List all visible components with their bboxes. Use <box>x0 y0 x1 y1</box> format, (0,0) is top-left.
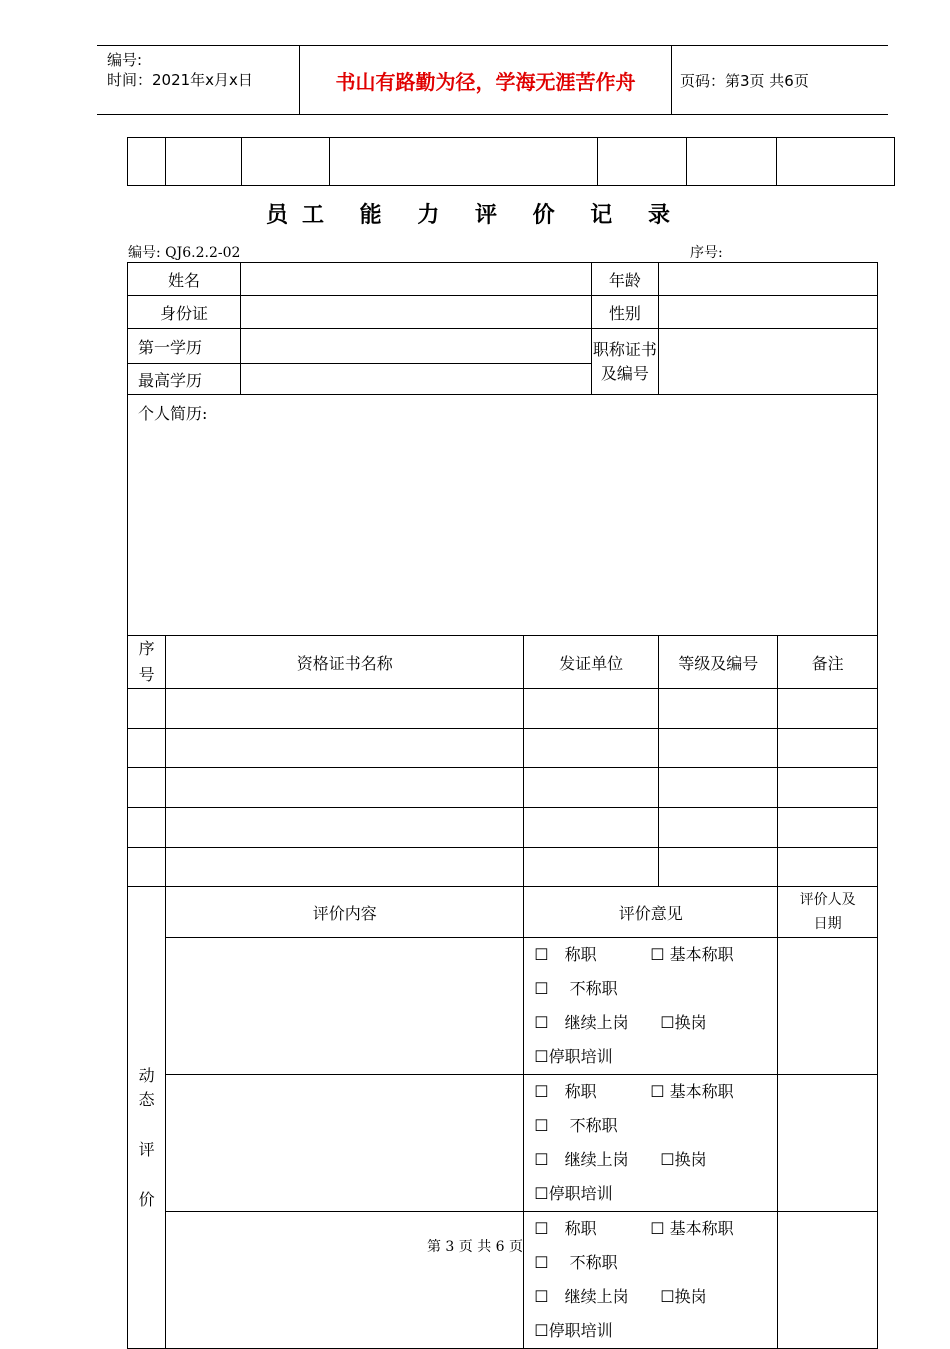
option-competent[interactable]: ☐ 称职 <box>534 1219 597 1238</box>
cert-name-header: 资格证书名称 <box>166 636 524 689</box>
table-row <box>128 689 878 729</box>
fragment-cell <box>242 138 330 186</box>
cert-seq-cell[interactable] <box>128 689 166 729</box>
cert-name-cell[interactable] <box>166 689 524 729</box>
evaluation-options <box>524 1075 778 1212</box>
title-certificate-field[interactable] <box>659 329 878 395</box>
cert-issuer-cell[interactable] <box>524 768 659 808</box>
cert-grade-cell[interactable] <box>659 848 778 887</box>
option-basic-competent[interactable]: ☐ 基本称职 <box>650 1082 734 1101</box>
side-label-char: 态 <box>138 1089 155 1109</box>
fragment-cell <box>598 138 687 186</box>
form-serial-label: 序号: <box>690 245 723 261</box>
cert-remark-cell[interactable] <box>778 689 878 729</box>
evaluation-opinion-header: 评价意见 <box>524 887 778 938</box>
cert-remark-cell[interactable] <box>778 729 878 768</box>
fragment-cell <box>166 138 242 186</box>
cert-remark-header: 备注 <box>778 636 878 689</box>
age-label: 年龄 <box>591 263 658 296</box>
cert-issuer-header: 发证单位 <box>524 636 659 689</box>
option-suspend-training[interactable]: ☐停职培训 <box>534 1184 613 1203</box>
form-doc-number: 编号: QJ6.2.2-02 <box>128 245 241 261</box>
option-continue-post[interactable]: ☐ 继续上岗 <box>534 1150 629 1169</box>
evaluation-options <box>524 1212 778 1349</box>
cert-seq-header-line2: 号 <box>138 665 155 684</box>
resume-label: 个人简历: <box>138 404 208 423</box>
cert-issuer-cell[interactable] <box>524 848 659 887</box>
id-card-field[interactable] <box>241 296 592 329</box>
header-divider <box>671 46 672 114</box>
cert-grade-cell[interactable] <box>659 808 778 848</box>
cert-issuer-cell[interactable] <box>524 729 659 768</box>
side-label-char: 价 <box>138 1189 155 1209</box>
evaluator-date-cell[interactable] <box>778 938 878 1075</box>
evaluator-date-header-line1: 评价人及 <box>799 892 856 908</box>
option-incompetent[interactable]: ☐ 不称职 <box>534 1253 618 1272</box>
cert-grade-cell[interactable] <box>659 729 778 768</box>
cert-grade-cell[interactable] <box>659 768 778 808</box>
evaluation-row <box>128 938 878 1075</box>
evaluator-date-header-line2: 日期 <box>813 916 842 932</box>
option-competent[interactable]: ☐ 称职 <box>534 945 597 964</box>
header-meta <box>107 50 253 90</box>
evaluator-date-cell[interactable] <box>778 1212 878 1349</box>
side-label-char: 评 <box>138 1139 155 1159</box>
cert-issuer-cell[interactable] <box>524 689 659 729</box>
side-label-char: 动 <box>138 1065 155 1085</box>
cert-grade-header: 等级及编号 <box>659 636 778 689</box>
page-header <box>97 45 888 115</box>
cert-remark-cell[interactable] <box>778 808 878 848</box>
cert-issuer-cell[interactable] <box>524 808 659 848</box>
header-time: 时间：2021年x月x日 <box>107 71 253 89</box>
fragment-cell <box>128 138 166 186</box>
option-incompetent[interactable]: ☐ 不称职 <box>534 979 618 998</box>
cert-remark-cell[interactable] <box>778 768 878 808</box>
evaluation-row <box>128 1212 878 1349</box>
evaluation-form-table <box>127 262 878 1349</box>
option-incompetent[interactable]: ☐ 不称职 <box>534 1116 618 1135</box>
evaluator-date-header <box>778 887 878 938</box>
name-label: 姓名 <box>128 263 241 296</box>
option-transfer[interactable]: ☐换岗 <box>660 1287 707 1306</box>
option-transfer[interactable]: ☐换岗 <box>660 1013 707 1032</box>
dynamic-evaluation-side-label <box>128 887 166 1349</box>
cert-name-cell[interactable] <box>166 808 524 848</box>
option-suspend-training[interactable]: ☐停职培训 <box>534 1047 613 1066</box>
previous-table-fragment <box>127 137 895 186</box>
cert-seq-cell[interactable] <box>128 768 166 808</box>
evaluation-content-cell[interactable] <box>166 938 524 1075</box>
cert-seq-header-line1: 序 <box>138 639 155 658</box>
id-card-label: 身份证 <box>128 296 241 329</box>
fragment-cell <box>330 138 598 186</box>
gender-label: 性别 <box>591 296 658 329</box>
cert-seq-cell[interactable] <box>128 808 166 848</box>
table-row <box>128 768 878 808</box>
header-doc-number: 编号: <box>107 51 143 69</box>
evaluation-content-header: 评价内容 <box>166 887 524 938</box>
evaluation-content-cell[interactable] <box>166 1212 524 1349</box>
table-row <box>128 848 878 887</box>
title-certificate-label-line2: 及编号 <box>600 363 649 383</box>
cert-name-cell[interactable] <box>166 768 524 808</box>
option-competent[interactable]: ☐ 称职 <box>534 1082 597 1101</box>
option-basic-competent[interactable]: ☐ 基本称职 <box>650 945 734 964</box>
table-row <box>128 808 878 848</box>
first-education-label: 第一学历 <box>128 329 241 364</box>
resume-section[interactable] <box>128 395 878 636</box>
evaluation-options <box>524 938 778 1075</box>
gender-field[interactable] <box>659 296 878 329</box>
cert-seq-cell[interactable] <box>128 848 166 887</box>
option-continue-post[interactable]: ☐ 继续上岗 <box>534 1287 629 1306</box>
evaluator-date-cell[interactable] <box>778 1075 878 1212</box>
highest-education-label: 最高学历 <box>128 364 241 395</box>
option-transfer[interactable]: ☐换岗 <box>660 1150 707 1169</box>
cert-seq-cell[interactable] <box>128 729 166 768</box>
first-education-field[interactable] <box>241 329 592 364</box>
name-field[interactable] <box>241 263 592 296</box>
title-certificate-label <box>591 329 658 395</box>
cert-remark-cell[interactable] <box>778 848 878 887</box>
table-row <box>128 729 878 768</box>
cert-name-cell[interactable] <box>166 729 524 768</box>
title-certificate-label-line1: 职称证书 <box>592 339 657 359</box>
highest-education-field[interactable] <box>241 364 592 395</box>
cert-seq-header <box>128 636 166 689</box>
cert-grade-cell[interactable] <box>659 689 778 729</box>
option-basic-competent[interactable]: ☐ 基本称职 <box>650 1219 734 1238</box>
page-footer: 第 3 页 共 6 页 <box>426 1239 524 1255</box>
cert-name-cell[interactable] <box>166 848 524 887</box>
option-suspend-training[interactable]: ☐停职培训 <box>534 1321 613 1340</box>
evaluation-row <box>128 1075 878 1212</box>
fragment-cell <box>687 138 777 186</box>
option-continue-post[interactable]: ☐ 继续上岗 <box>534 1013 629 1032</box>
header-page-info: 页码：第3页 共6页 <box>680 72 809 90</box>
header-motto: 书山有路勤为径，学海无涯苦作舟 <box>335 69 636 94</box>
evaluation-content-cell[interactable] <box>166 1075 524 1212</box>
fragment-cell <box>777 138 895 186</box>
age-field[interactable] <box>659 263 878 296</box>
form-title: 员工 能 力 评 价 记 录 <box>266 202 684 228</box>
